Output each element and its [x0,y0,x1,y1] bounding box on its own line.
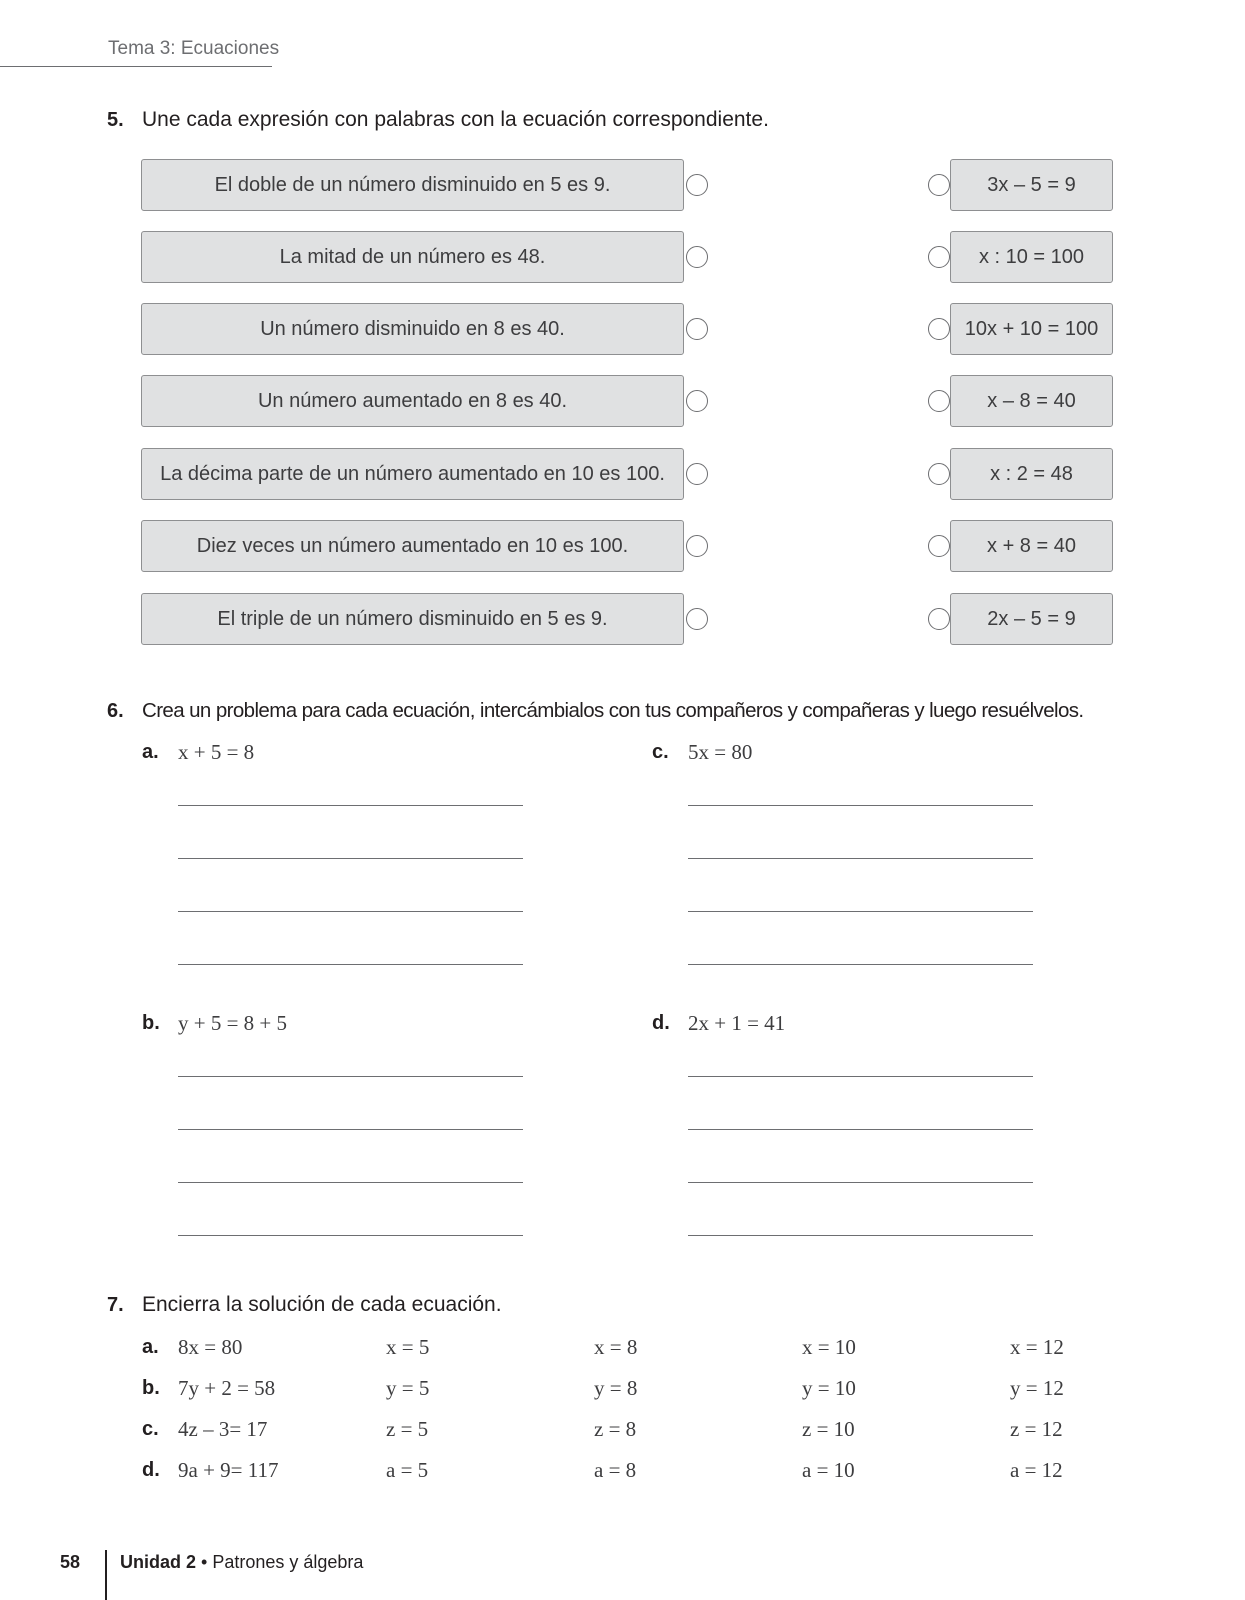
equation-box[interactable]: x : 2 = 48 [950,448,1113,500]
equation-box[interactable]: x : 10 = 100 [950,231,1113,283]
solution-option[interactable]: x = 5 [386,1335,430,1359]
item-equation: 9a + 9= 117 [178,1458,279,1482]
solution-option[interactable]: a = 12 [1010,1458,1063,1482]
connector-dot[interactable] [928,318,950,340]
answer-line[interactable] [688,858,1033,859]
connector-dot[interactable] [686,390,708,412]
header-rule [0,66,272,67]
answer-line[interactable] [178,805,523,806]
answer-line[interactable] [178,911,523,912]
item-equation: y + 5 = 8 + 5 [178,1011,288,1035]
connector-dot[interactable] [928,390,950,412]
question-6-number: 6. [107,700,124,722]
solution-option[interactable]: z = 12 [1010,1417,1063,1441]
answer-line[interactable] [688,1235,1033,1236]
solution-option[interactable]: a = 10 [802,1458,855,1482]
phrase-box[interactable]: El triple de un número disminuido en 5 es 9. [141,593,684,645]
connector-dot[interactable] [686,246,708,268]
question-5-number: 5. [107,109,124,131]
solution-option[interactable]: z = 8 [594,1417,637,1441]
phrase-box[interactable]: Diez veces un número aumentado en 10 es 100. [141,520,684,572]
item-label: b. [142,1377,160,1399]
answer-line[interactable] [178,1129,523,1130]
item-equation: 7y + 2 = 58 [178,1376,276,1400]
item-equation: 4z – 3= 17 [178,1417,268,1441]
equation-box[interactable]: 2x – 5 = 9 [950,593,1113,645]
connector-dot[interactable] [686,463,708,485]
connector-dot[interactable] [928,463,950,485]
answer-line[interactable] [688,964,1033,965]
footer-unit: Unidad 2 [120,1552,197,1572]
solution-option[interactable]: z = 10 [802,1417,855,1441]
answer-line[interactable] [688,1129,1033,1130]
connector-dot[interactable] [928,608,950,630]
question-7-number: 7. [107,1294,124,1316]
answer-line[interactable] [688,1076,1033,1077]
solution-option[interactable]: y = 5 [386,1376,430,1400]
section-title: Tema 3: Ecuaciones [108,38,280,59]
solution-option[interactable]: x = 12 [1010,1335,1064,1359]
solution-option[interactable]: x = 8 [594,1335,638,1359]
item-equation: 2x + 1 = 41 [688,1011,786,1035]
footer-divider [105,1550,107,1600]
footer-unit-label [120,1552,363,1573]
item-equation: 8x = 80 [178,1335,243,1359]
answer-line[interactable] [688,911,1033,912]
solution-option[interactable]: y = 12 [1010,1376,1064,1400]
answer-line[interactable] [688,1182,1033,1183]
answer-line[interactable] [178,858,523,859]
phrase-box[interactable]: La mitad de un número es 48. [141,231,684,283]
equation-box[interactable]: x – 8 = 40 [950,375,1113,427]
solution-option[interactable]: y = 8 [594,1376,638,1400]
solution-option[interactable]: a = 5 [386,1458,429,1482]
connector-dot[interactable] [928,535,950,557]
question-5-text: Une cada expresión con palabras con la ecuación correspondiente. [142,108,769,131]
question-6-text: Crea un problema para cada ecuación, intercámbialos con tus compañeros y compañeras y luego resuélvelos. [142,699,1084,722]
item-label: d. [142,1459,160,1481]
solution-option[interactable]: z = 5 [386,1417,429,1441]
answer-line[interactable] [178,964,523,965]
answer-line[interactable] [178,1235,523,1236]
item-equation: x + 5 = 8 [178,740,255,764]
connector-dot[interactable] [928,174,950,196]
phrase-box[interactable]: El doble de un número disminuido en 5 es 9. [141,159,684,211]
page-number: 58 [60,1552,81,1572]
item-label: c. [142,1418,159,1440]
equation-box[interactable]: x + 8 = 40 [950,520,1113,572]
solution-option[interactable]: x = 10 [802,1335,856,1359]
item-label: a. [142,1336,159,1358]
connector-dot[interactable] [686,608,708,630]
footer-separator: • [196,1552,213,1572]
item-label: b. [142,1012,160,1034]
question-7-text: Encierra la solución de cada ecuación. [142,1293,502,1316]
phrase-box[interactable]: Un número aumentado en 8 es 40. [141,375,684,427]
phrase-box[interactable]: Un número disminuido en 8 es 40. [141,303,684,355]
equation-box[interactable]: 3x – 5 = 9 [950,159,1113,211]
solution-option[interactable]: a = 8 [594,1458,637,1482]
item-label: c. [652,741,669,763]
item-label: a. [142,741,159,763]
answer-line[interactable] [178,1182,523,1183]
item-equation: 5x = 80 [688,740,753,764]
phrase-box[interactable]: La décima parte de un número aumentado en 10 es 100. [141,448,684,500]
footer-subject: Patrones y álgebra [212,1552,364,1572]
answer-line[interactable] [688,805,1033,806]
connector-dot[interactable] [686,174,708,196]
connector-dot[interactable] [928,246,950,268]
item-label: d. [652,1012,670,1034]
connector-dot[interactable] [686,318,708,340]
equation-box[interactable]: 10x + 10 = 100 [950,303,1113,355]
answer-line[interactable] [178,1076,523,1077]
solution-option[interactable]: y = 10 [802,1376,856,1400]
connector-dot[interactable] [686,535,708,557]
